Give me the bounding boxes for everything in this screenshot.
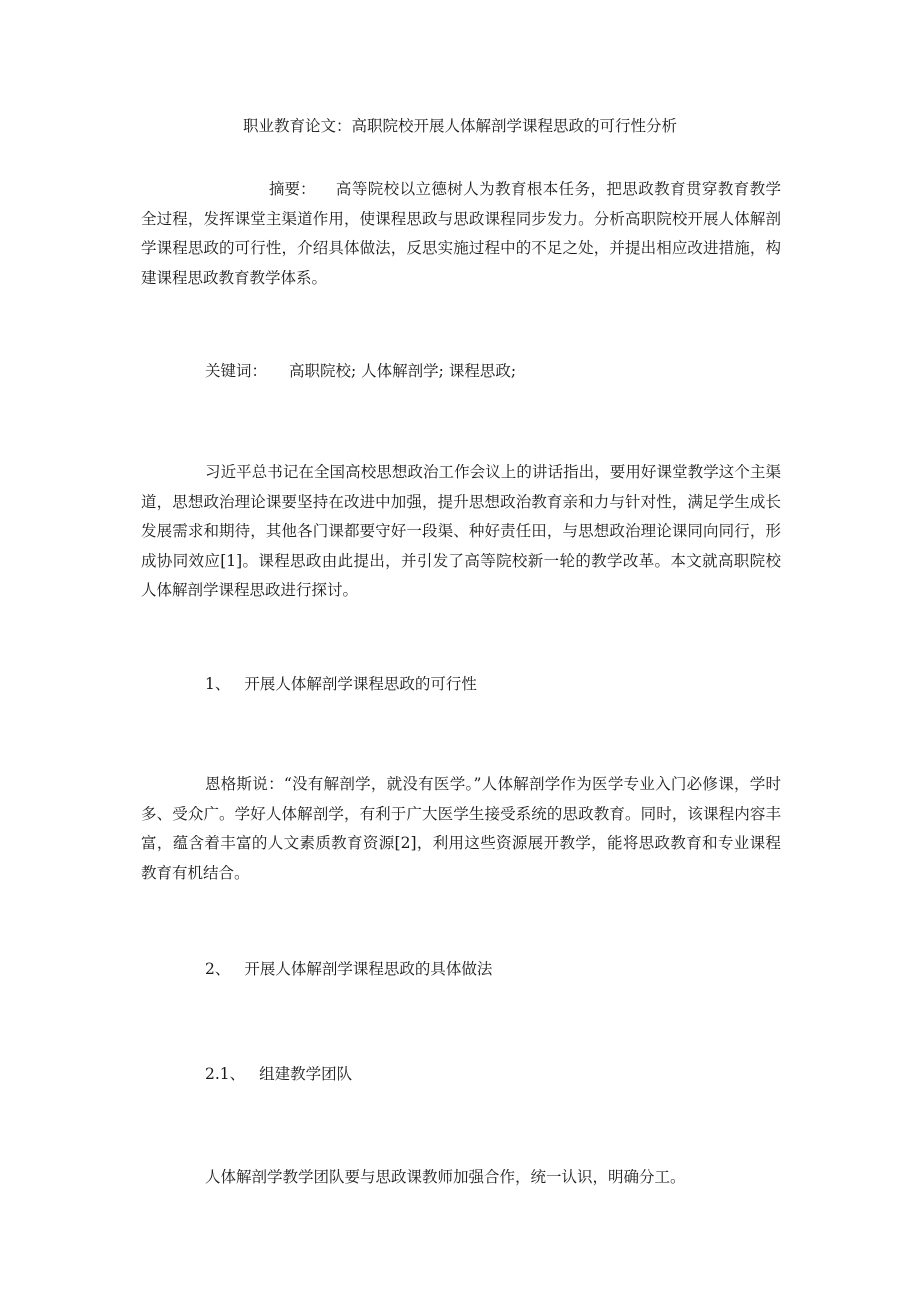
section-1-number: 1、 [205,675,231,693]
keywords-text: 高职院校; 人体解剖学; 课程思政; [289,362,517,380]
section-2-title: 开展人体解剖学课程思政的具体做法 [244,960,493,978]
section-2-1-title: 组建教学团队 [259,1065,353,1083]
keywords-line [205,360,516,382]
section-2-1-heading [205,1063,352,1085]
abstract-text: 高等院校以立德树人为教育根本任务，把思政教育贯穿教育教学全过程，发挥课堂主渠道作用，使课程思政与思政课程同步发力。分析高职院校开展人体解剖学课程思政的可行性，介绍具体做法，反思实施过程中的不足之处，并提出相应改进措施，构建课程思政教育教学体系。 [141,180,781,287]
section-2-1-number: 2.1、 [205,1065,246,1083]
section-2-number: 2、 [205,960,231,978]
intro-paragraph: 习近平总书记在全国高校思想政治工作会议上的讲话指出，要用好课堂教学这个主渠道，思想政治理论课要坚持在改进中加强，提升思想政治教育亲和力与针对性，满足学生成长发展需求和期待，其他各门课都要守好一段渠、种好责任田，与思想政治理论课同向同行，形成协同效应[1]。课程思政由此提出，并引发了高等院校新一轮的教学改革。本文就高职院校人体解剖学课程思政进行探讨。 [141,463,781,599]
section-2-heading [205,958,492,980]
section-1-paragraph: 恩格斯说：“没有解剖学，就没有医学。”人体解剖学作为医学专业入门必修课，学时多、受众广。学好人体解剖学，有利于广大医学生接受系统的思政教育。同时，该课程内容丰富，蕴含着丰富的人文素质教育资源[2]，利用这些资源展开教学，能将思政教育和专业课程教育有机结合。 [141,775,781,882]
abstract-label: 摘要： [269,180,316,198]
abstract-paragraph [141,175,781,293]
keywords-label: 关键词： [205,362,268,380]
section-2-1-paragraph: 人体解剖学教学团队要与思政课教师加强合作，统一认识，明确分工。 [205,1168,686,1186]
section-1-heading [205,673,477,695]
section-1-title: 开展人体解剖学课程思政的可行性 [244,675,477,693]
document-title: 职业教育论文：高职院校开展人体解剖学课程思政的可行性分析 [242,117,677,135]
